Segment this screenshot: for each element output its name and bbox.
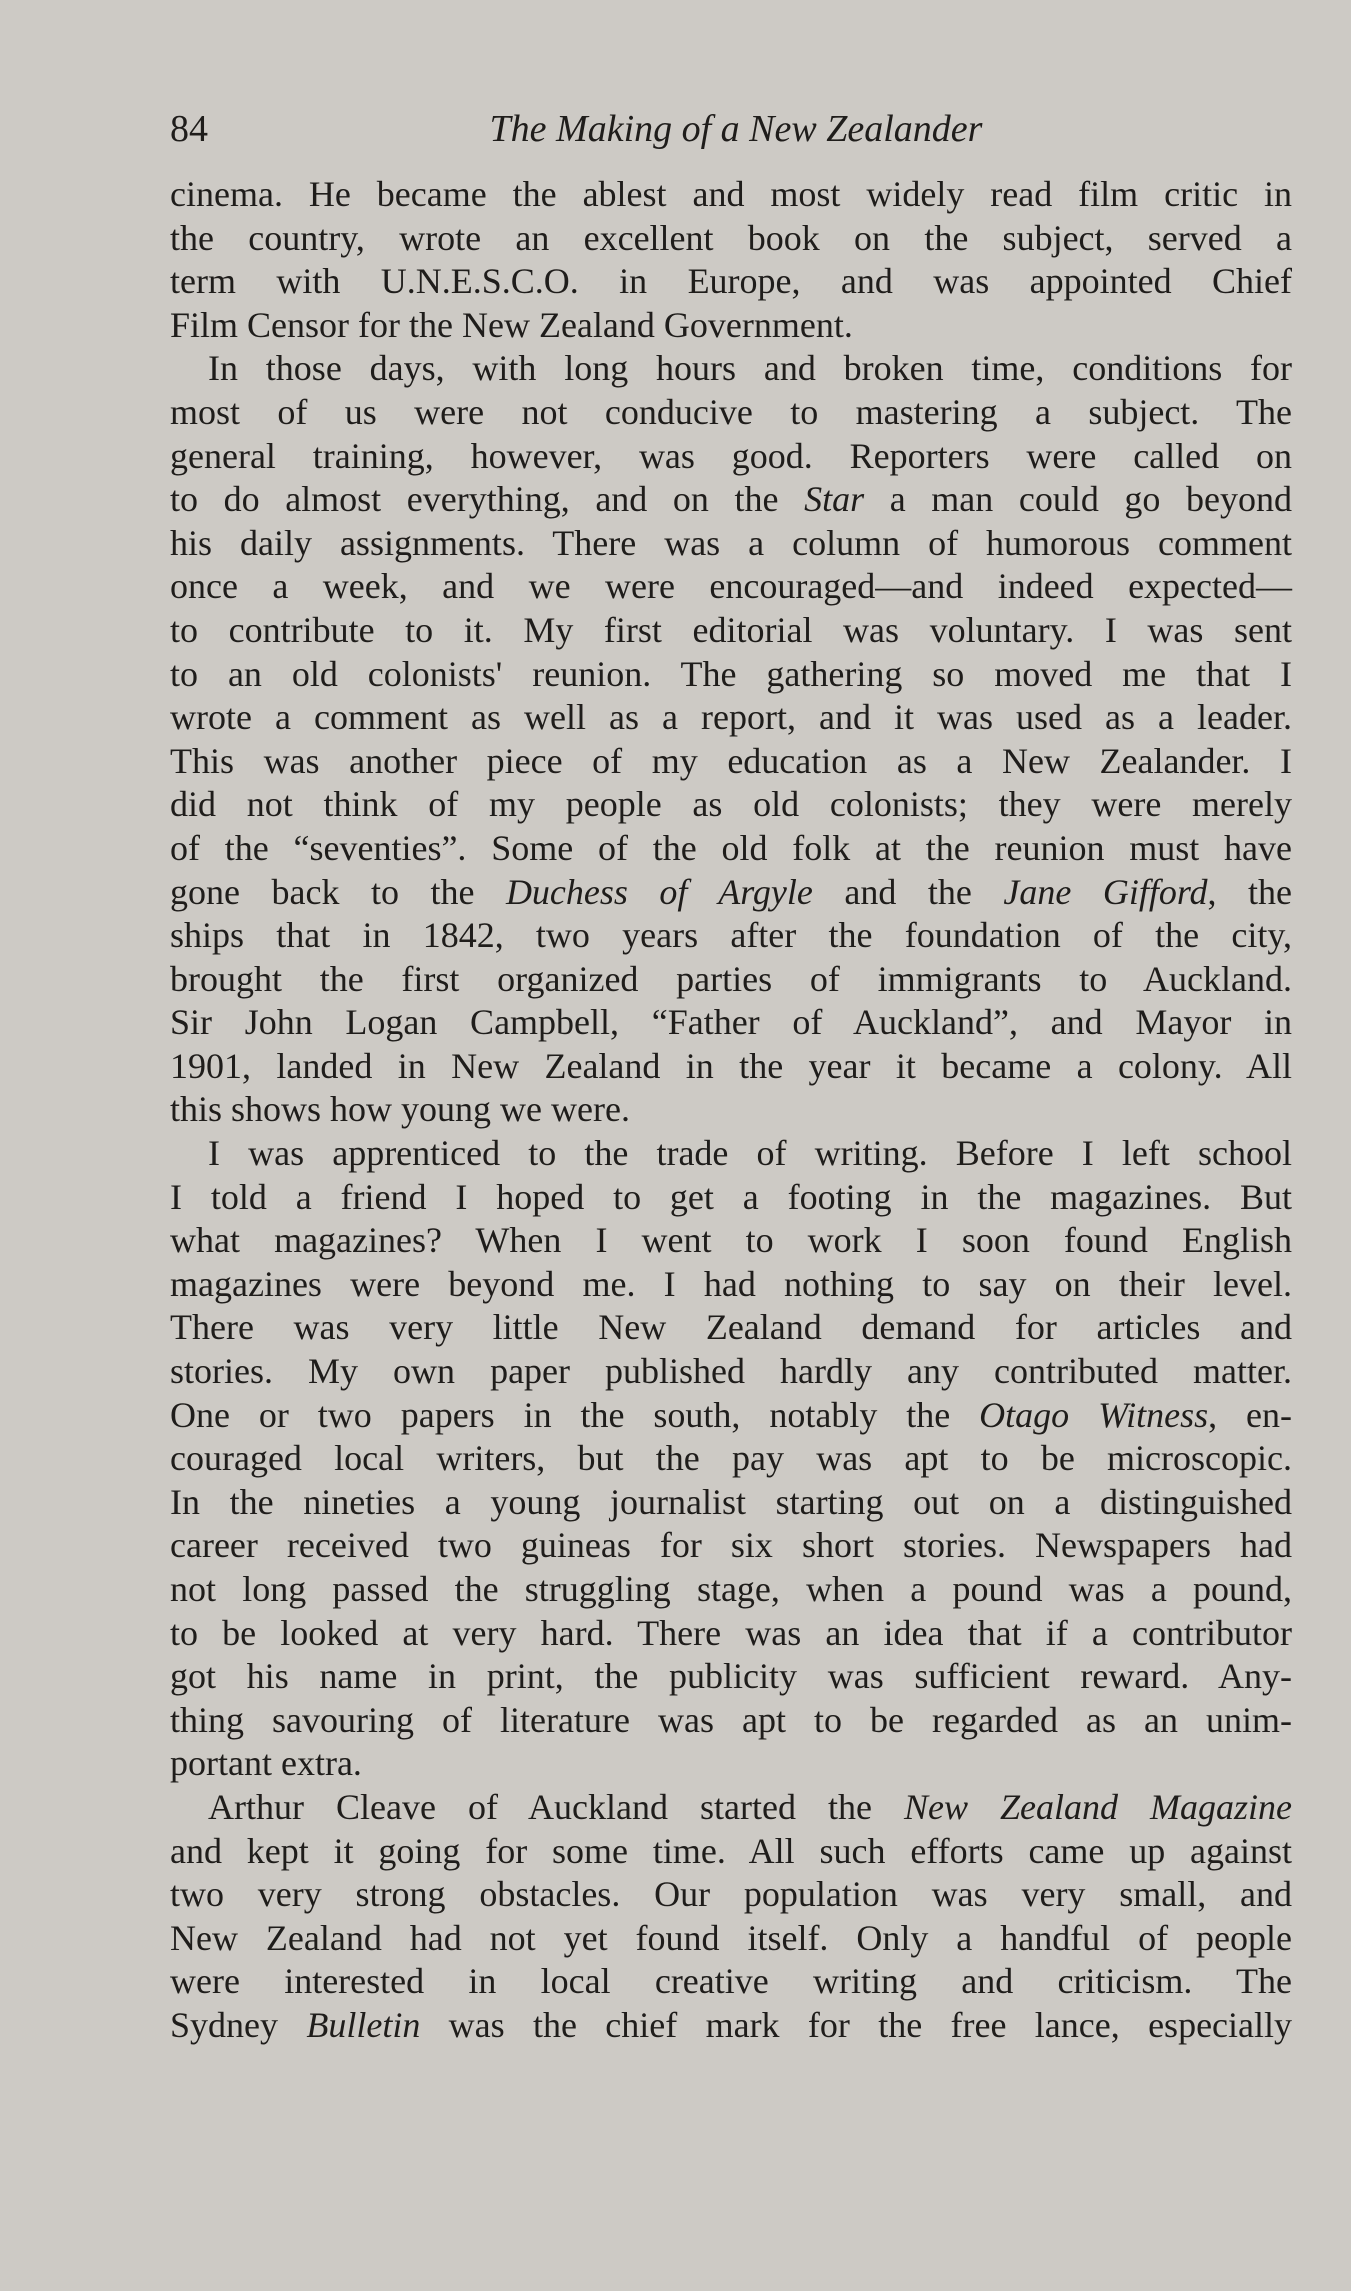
running-head bbox=[170, 104, 1292, 154]
text-line: two very strong obstacles. Our population was very small, and bbox=[170, 1874, 1292, 1915]
text-line: to do almost everything, and on the Star a man could go beyond bbox=[170, 479, 1293, 520]
text-line: There was very little New Zealand demand for articles and bbox=[170, 1307, 1292, 1348]
text-line: wrote a comment as well as a report, and it was used as a leader. bbox=[170, 697, 1292, 738]
text-line: cinema. He became the ablest and most widely read film critic in bbox=[170, 174, 1292, 214]
text-line: 1901, landed in New Zealand in the year it became a colony. All bbox=[170, 1045, 1292, 1086]
text-line: to an old colonists' reunion. The gathering so moved me that I bbox=[170, 653, 1292, 694]
text-line: and kept it going for some time. All such efforts came up against bbox=[170, 1830, 1292, 1871]
text-line: this shows how young we were. bbox=[170, 1089, 630, 1130]
text-line: I was apprenticed to the trade of writing. Before I left school bbox=[208, 1133, 1292, 1174]
text-line: to contribute to it. My first editorial was voluntary. I was sent bbox=[170, 609, 1292, 650]
text-line: This was another piece of my education as a New Zealander. I bbox=[170, 740, 1292, 781]
text-line: Arthur Cleave of Auckland started the New Zealand Magazine bbox=[208, 1786, 1292, 1827]
italic-ship-name: Jane Gifford bbox=[1003, 871, 1208, 912]
italic-paper-name: Otago Witness bbox=[979, 1394, 1209, 1435]
italic-star: Star bbox=[804, 479, 865, 520]
text-line: Sir John Logan Campbell, “Father of Auckland”, and Mayor in bbox=[170, 1002, 1292, 1043]
text-line: One or two papers in the south, notably the Otago Witness, en- bbox=[170, 1394, 1292, 1435]
text-line: to be looked at very hard. There was an idea that if a contributor bbox=[170, 1612, 1292, 1653]
text-line: portant extra. bbox=[170, 1743, 362, 1784]
paragraph-4 bbox=[170, 1786, 1292, 2048]
text-line: general training, however, was good. Reporters were called on bbox=[170, 435, 1292, 476]
text-line: career received two guineas for six short stories. Newspapers had bbox=[170, 1525, 1292, 1566]
text-line: Sydney Bulletin was the chief mark for the free lance, especially bbox=[170, 2004, 1293, 2045]
text-line: not long passed the struggling stage, when a pound was a pound, bbox=[170, 1569, 1292, 1609]
text-line: gone back to the Duchess of Argyle and the Jane Gifford, the bbox=[170, 871, 1292, 912]
text-line: once a week, and we were encouraged—and indeed expected— bbox=[170, 566, 1292, 607]
text-line: In the nineties a young journalist starting out on a distinguished bbox=[170, 1481, 1292, 1522]
text-line: got his name in print, the publicity was sufficient reward. Any- bbox=[170, 1656, 1292, 1697]
body-text bbox=[170, 173, 1292, 2048]
italic-ship-name: Duchess of Argyle bbox=[505, 871, 813, 912]
text-line: Film Censor for the New Zealand Government. bbox=[170, 304, 853, 345]
page-number: 84 bbox=[170, 108, 208, 150]
text-line: his daily assignments. There was a column of humorous comment bbox=[170, 522, 1292, 563]
text-line: I told a friend I hoped to get a footing in the magazines. But bbox=[170, 1176, 1292, 1217]
italic-magazine-name: New Zealand Magazine bbox=[903, 1786, 1292, 1827]
text-line: ships that in 1842, two years after the foundation of the city, bbox=[170, 915, 1292, 956]
text-line: the country, wrote an excellent book on the subject, served a bbox=[170, 217, 1292, 258]
text-line: brought the first organized parties of immigrants to Auckland. bbox=[170, 958, 1292, 999]
paragraph-2 bbox=[170, 347, 1292, 1132]
running-title: The Making of a New Zealander bbox=[489, 108, 983, 150]
text-line: stories. My own paper published hardly any contributed matter. bbox=[170, 1351, 1292, 1392]
text-line: most of us were not conducive to mastering a subject. The bbox=[170, 391, 1292, 432]
text-line: couraged local writers, but the pay was apt to be microscopic. bbox=[170, 1438, 1292, 1479]
paragraph-3 bbox=[170, 1132, 1292, 1786]
italic-paper-name: Bulletin bbox=[306, 2004, 421, 2045]
text-line: New Zealand had not yet found itself. Only a handful of people bbox=[170, 1917, 1292, 1958]
text-line: did not think of my people as old colonists; they were merely bbox=[170, 784, 1292, 825]
text-line: what magazines? When I went to work I soon found English bbox=[170, 1220, 1292, 1261]
paragraph-1 bbox=[170, 173, 1292, 347]
text-line: were interested in local creative writing and criticism. The bbox=[170, 1961, 1292, 2002]
text-line: thing savouring of literature was apt to be regarded as an unim- bbox=[170, 1699, 1292, 1740]
text-line: In those days, with long hours and broken time, conditions for bbox=[208, 348, 1292, 389]
text-line: of the “seventies”. Some of the old folk at the reunion must have bbox=[170, 827, 1292, 868]
text-line: term with U.N.E.S.C.O. in Europe, and was appointed Chief bbox=[170, 261, 1292, 302]
text-line: magazines were beyond me. I had nothing to say on their level. bbox=[170, 1263, 1292, 1304]
